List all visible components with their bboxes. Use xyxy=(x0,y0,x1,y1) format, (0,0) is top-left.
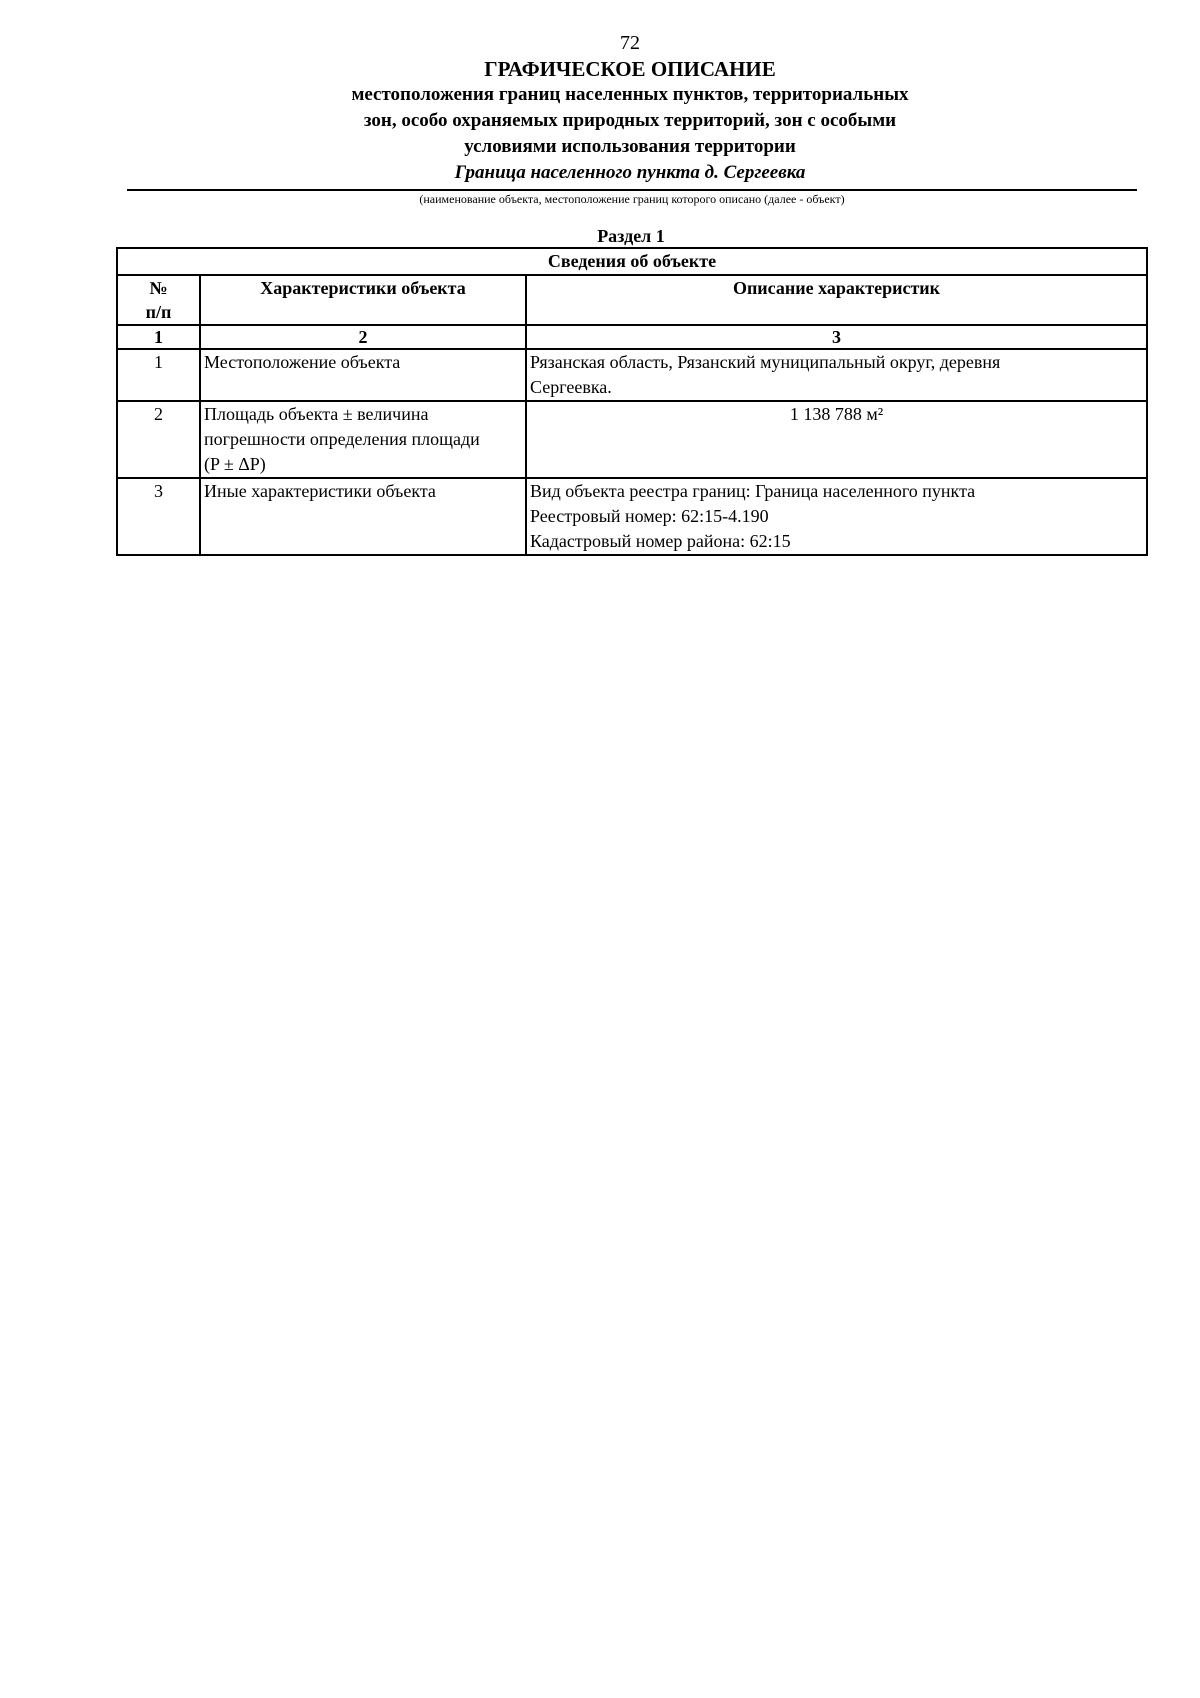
header-num xyxy=(117,275,200,325)
header-num-line-1: № xyxy=(149,278,168,298)
object-info-table xyxy=(116,247,1148,556)
subtitle-line-1: местоположения границ населенных пунктов, территориальных xyxy=(351,84,909,105)
header-description: Описание характеристик xyxy=(526,275,1147,325)
row-description-line: Реестровый номер: 62:15-4.190 xyxy=(530,506,769,526)
row-description-line: Рязанская область, Рязанский муниципальный округ, деревня xyxy=(530,352,1001,372)
subtitle-line-2: зон, особо охраняемых природных территорий, зон с особыми xyxy=(363,110,897,131)
row-number: 2 xyxy=(117,401,200,478)
table-row xyxy=(117,478,1147,555)
document-header xyxy=(0,30,1200,185)
row-description xyxy=(526,349,1147,401)
header-num-line-2: п/п xyxy=(145,302,172,322)
row-description-line: Сергеевка. xyxy=(530,377,612,397)
row-characteristic-line: (P ± ΔP) xyxy=(204,454,266,474)
object-name-underline xyxy=(127,189,1137,191)
column-number-row xyxy=(117,325,1147,349)
table-caption-row xyxy=(117,248,1147,275)
column-number-2: 2 xyxy=(200,325,526,349)
row-characteristic xyxy=(200,401,526,478)
row-number: 1 xyxy=(117,349,200,401)
row-characteristic-line: Площадь объекта ± величина xyxy=(204,404,429,424)
object-name: Граница населенного пункта д. Сергеевка xyxy=(454,162,806,183)
row-description: 1 138 788 м² xyxy=(526,401,1147,478)
row-number: 3 xyxy=(117,478,200,555)
page-number: 72 xyxy=(620,32,640,54)
row-characteristic: Иные характеристики объекта xyxy=(200,478,526,555)
row-description xyxy=(526,478,1147,555)
object-caption: (наименование объекта, местоположение границ которого описано (далее - объект) xyxy=(419,192,845,206)
section-title: Раздел 1 xyxy=(597,226,665,246)
table-row xyxy=(117,349,1147,401)
column-number-3: 3 xyxy=(526,325,1147,349)
document-title: ГРАФИЧЕСКОЕ ОПИСАНИЕ xyxy=(484,57,776,81)
row-description-line: Кадастровый номер района: 62:15 xyxy=(530,531,791,551)
table-header-row xyxy=(117,275,1147,325)
row-characteristic-line: погрешности определения площади xyxy=(204,429,480,449)
subtitle-line-3: условиями использования территории xyxy=(464,136,796,157)
row-description-line: Вид объекта реестра границ: Граница населенного пункта xyxy=(530,481,976,501)
table-caption: Сведения об объекте xyxy=(117,248,1147,275)
header-characteristics: Характеристики объекта xyxy=(200,275,526,325)
column-number-1: 1 xyxy=(117,325,200,349)
row-characteristic: Местоположение объекта xyxy=(200,349,526,401)
table-row xyxy=(117,401,1147,478)
